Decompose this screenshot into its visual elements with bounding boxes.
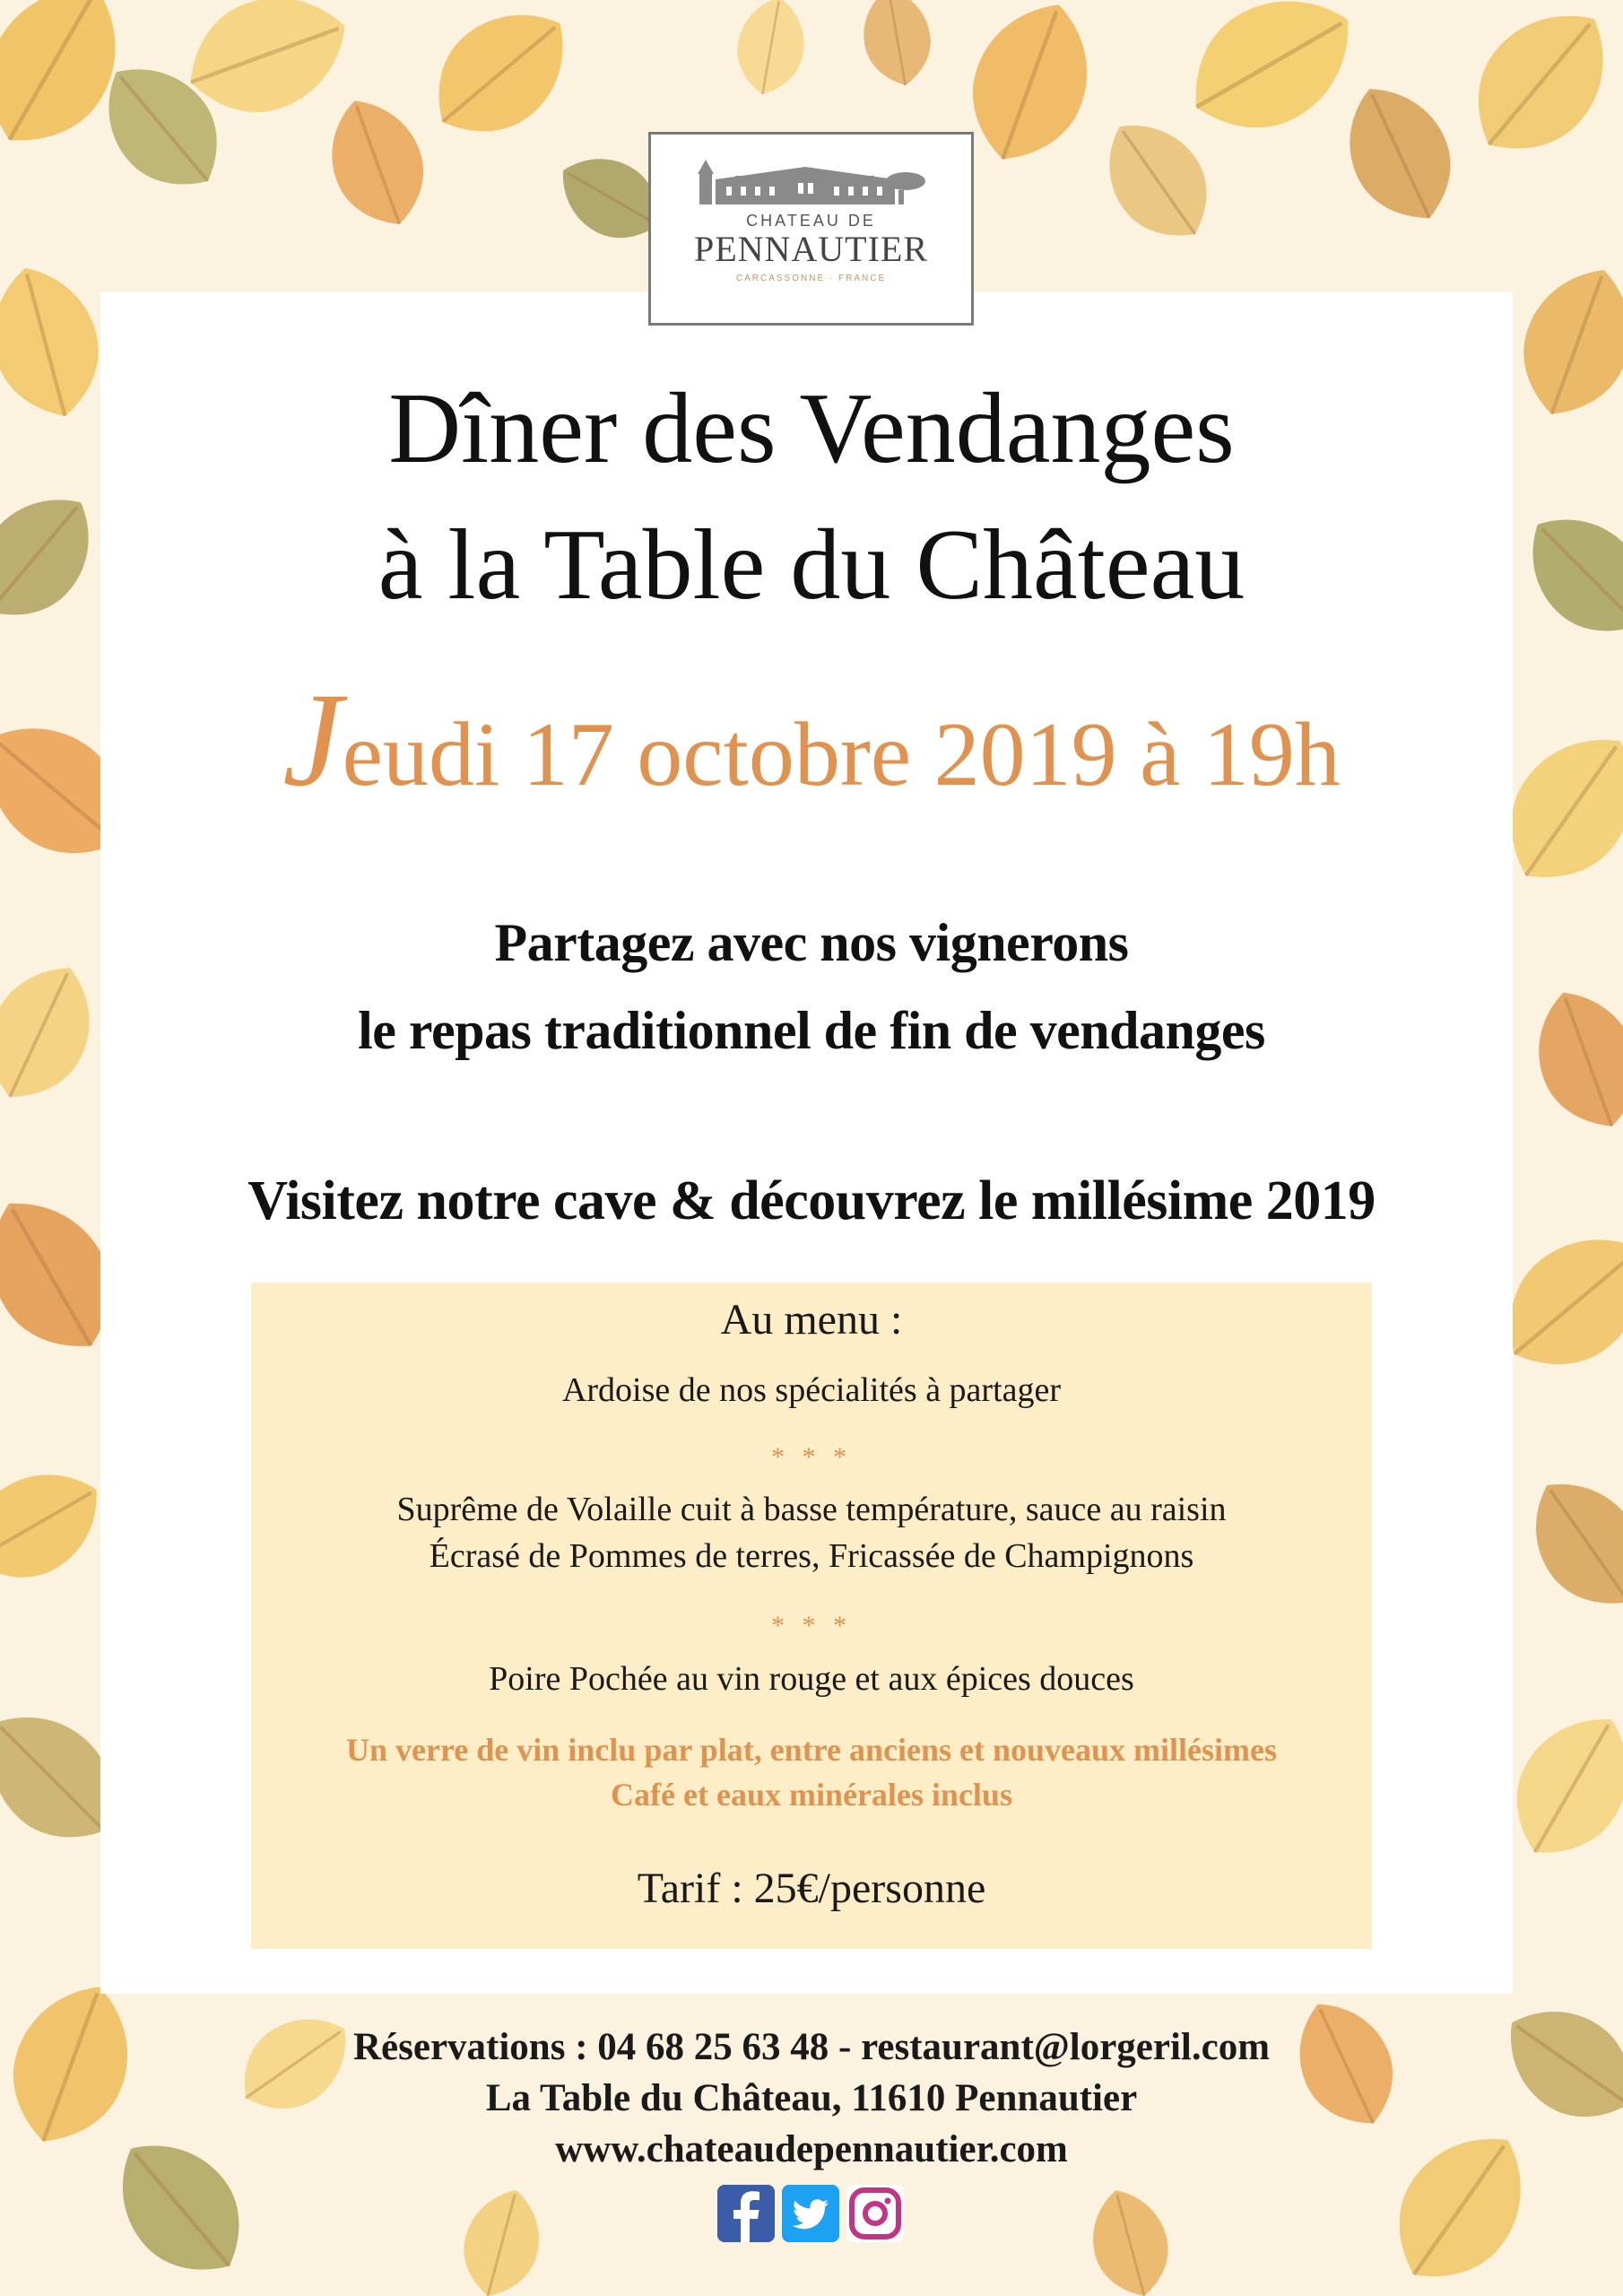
social-icons: [717, 2185, 906, 2244]
menu-wine-note: Un verre de vin inclu par plat, entre anciens et nouveaux millésimes: [346, 1732, 1277, 1768]
tagline-line2: le repas traditionnel de fin de vendanges: [358, 1001, 1265, 1060]
chateau-building-icon: [690, 154, 933, 206]
menu-separator: * * *: [771, 1442, 852, 1472]
menu-separator: * * *: [771, 1611, 852, 1640]
menu-title: Au menu :: [720, 1296, 903, 1344]
menu-course-2-line2: Écrasé de Pommes de terres, Fricassée de Champignons: [429, 1537, 1194, 1575]
restaurant-address: La Table du Château, 11610 Pennautier: [485, 2077, 1138, 2119]
instagram-icon[interactable]: [846, 2185, 904, 2242]
logo-location: CARCASSONNE · FRANCE: [735, 274, 887, 283]
menu-panel: [251, 1283, 1372, 1949]
menu-course-2-line1: Suprême de Volaille cuit à basse température, sauce au raisin: [396, 1491, 1227, 1528]
event-title-line2: à la Table du Château: [378, 509, 1245, 621]
event-title-line1: Dîner des Vendanges: [388, 373, 1235, 484]
twitter-icon[interactable]: [782, 2185, 839, 2242]
logo-subtitle: CHATEAU DE: [746, 212, 876, 230]
facebook-icon[interactable]: [717, 2185, 775, 2242]
date-initial: J: [282, 665, 343, 814]
date-text: eudi 17 octobre 2019 à 19h: [342, 704, 1341, 805]
event-date: [0, 665, 1623, 814]
menu-course-3: Poire Pochée au vin rouge et aux épices douces: [489, 1660, 1134, 1698]
menu-course-1: Ardoise de nos spécialités à partager: [561, 1371, 1062, 1409]
logo-name: PENNAUTIER: [693, 229, 929, 269]
reservation-info: Réservations : 04 68 25 63 48 - restaurant@lorgeril.com: [352, 2026, 1271, 2068]
website-link[interactable]: www.chateaudepennautier.com: [555, 2128, 1068, 2170]
tagline-line1: Partagez avec nos vignerons: [494, 913, 1129, 972]
menu-price: Tarif : 25€/personne: [637, 1865, 986, 1912]
chateau-logo: [648, 132, 974, 326]
visit-cellar-text: Visitez notre cave & découvrez le millésime 2019: [247, 1170, 1376, 1231]
menu-drinks-note: Café et eaux minérales inclus: [611, 1777, 1012, 1813]
